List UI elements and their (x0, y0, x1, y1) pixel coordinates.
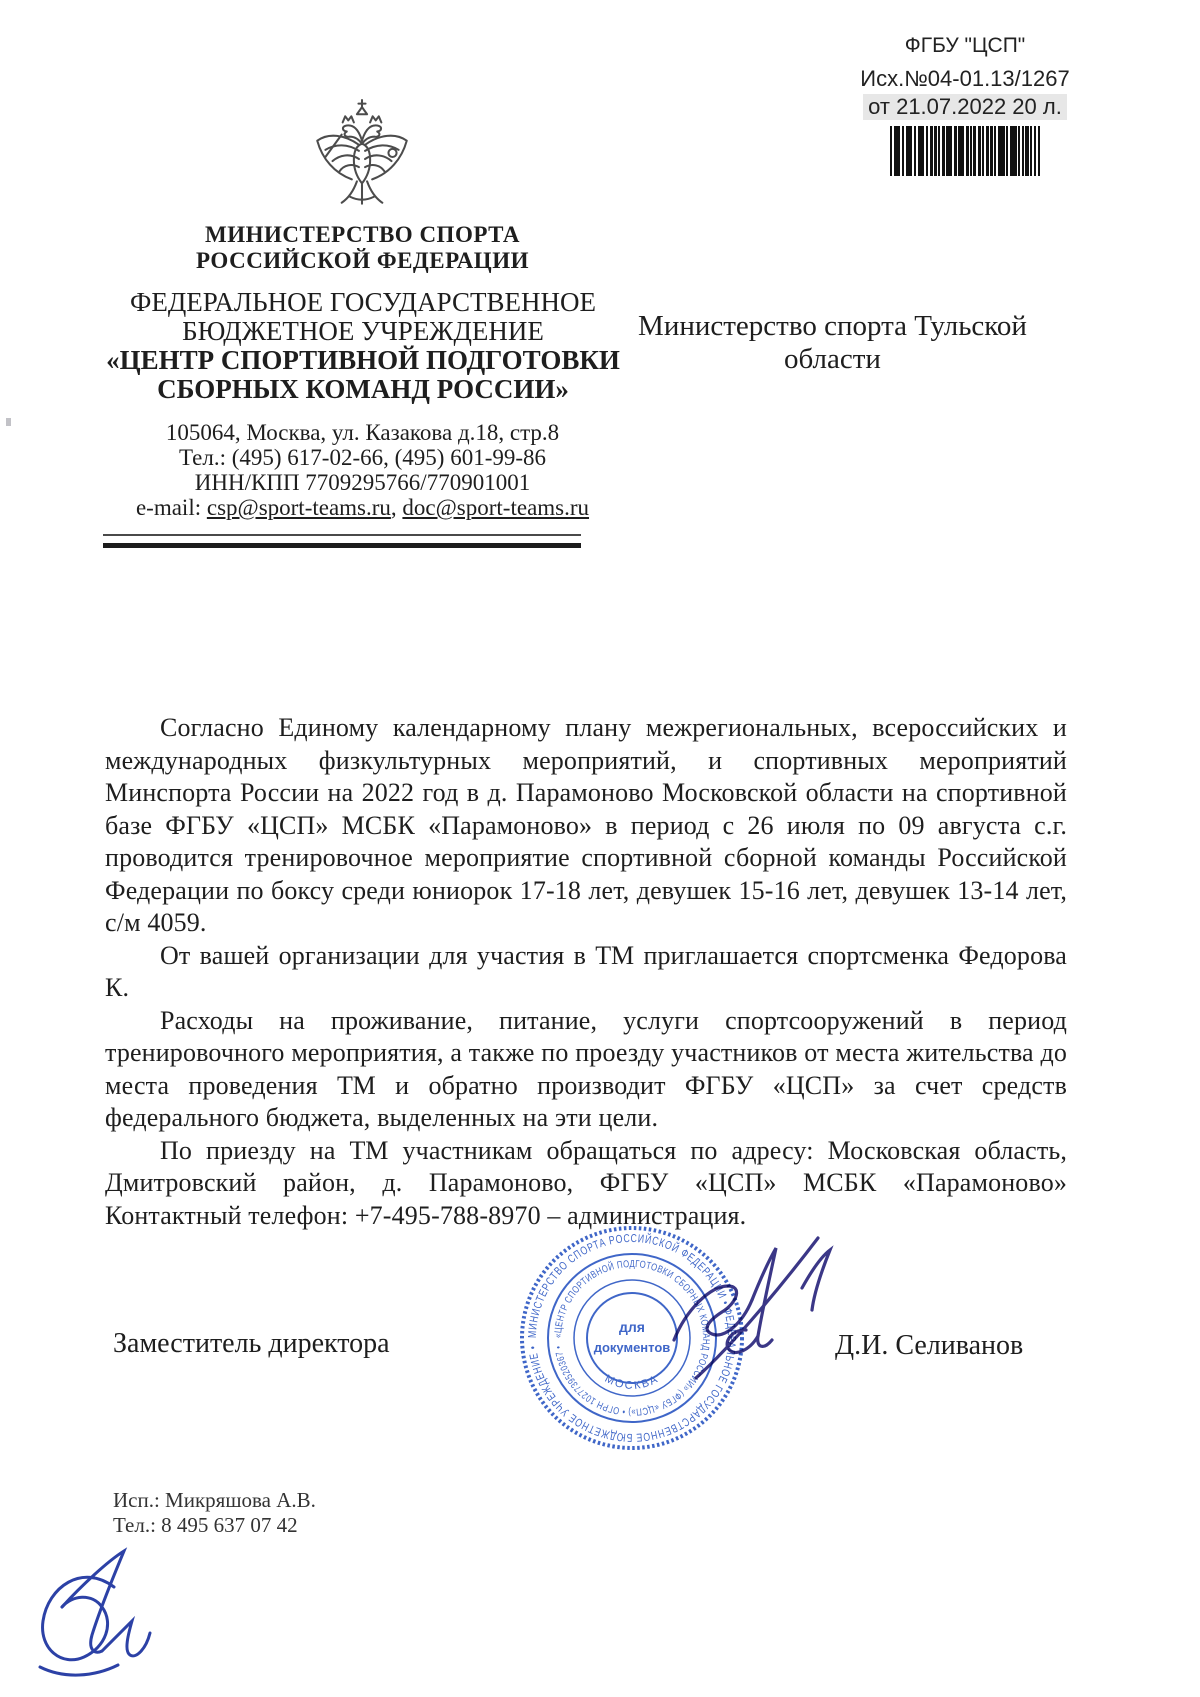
email-separator: , (390, 495, 403, 520)
svg-text:МОСКВА (603, 1373, 661, 1392)
stamp-outer-ring-text: МИНИСТЕРСТВО СПОРТА РОССИЙСКОЙ ФЕДЕРАЦИИ • ФЕДЕРАЛЬНОЕ ГОСУДАРСТВЕННОЕ БЮДЖЕТНОЕ УЧРЕЖДЕНИЕ • (526, 1232, 738, 1444)
barcode (890, 126, 1040, 176)
org-line4: СБОРНЫХ КОМАНД РОССИИ» (157, 374, 569, 404)
paragraph-2: От вашей организации для участия в ТМ приглашается спортсменка Федорова К. (105, 940, 1067, 1002)
executor-name: Исп.: Микряшова А.В. (113, 1488, 316, 1512)
org-line1: ФЕДЕРАЛЬНОЕ ГОСУДАРСТВЕННОЕ (130, 287, 596, 317)
phone-line: Тел.: (495) 617-02-66, (495) 601-99-86 (178, 445, 547, 470)
org-line2: БЮДЖЕТНОЕ УЧРЕЖДЕНИЕ (182, 316, 544, 346)
paragraph-4: По приезду на ТМ участникам обращаться по адресу: Московская область, Дмитровский район, д. Парамоново, ФГБУ «ЦСП» МСБК «Парамоново» Контактный телефон: +7-495-788-8970 – администрация. (105, 1135, 1067, 1230)
coat-of-arms-icon (310, 98, 414, 218)
email-line (100, 495, 625, 520)
ministry-line1: МИНИСТЕРСТВО СПОРТА (205, 222, 520, 247)
stamp-city-text: МОСКВА (602, 1372, 662, 1393)
email-primary: csp@sport-teams.ru (206, 495, 391, 520)
paragraph-1: Согласно Единому календарному плану межрегиональных, всероссийских и международных физкультурных мероприятий, и спортивных мероприятий Минспорта России на 2022 год в д. Парамоново Московской области на спортивной базе ФГБУ «ЦСП» МСБК «Парамоново» в период с 26 июля по 09 августа с.г. проводится тренировочное мероприятие спортивной сборной команды Российской Федерации по боксу среди юниорок 17-18 лет, девушек 15-16 лет, девушек 13-14 лет, с/м 4059. (105, 713, 1067, 937)
signer-position: Заместитель директора (113, 1328, 390, 1359)
scan-artifact-speck (6, 418, 11, 426)
org-line3: «ЦЕНТР СПОРТИВНОЙ ПОДГОТОВКИ (106, 345, 620, 375)
stamp-middle-ring-text: «ЦЕНТР СПОРТИВНОЙ ПОДГОТОВКИ СБОРНЫХ КОМАНД РОССИИ» (ФГБУ «ЦСП») • ОГРН 1027739520367 • (552, 1258, 712, 1418)
registration-org-name: ФГБУ "ЦСП" (904, 34, 1026, 57)
contact-block (100, 420, 625, 520)
signer-name: Д.И. Селиванов (835, 1330, 1024, 1361)
executor-block (113, 1488, 316, 1538)
stamp-center-line1: для (619, 1319, 645, 1335)
addressee: Министерство спорта Тульской области (638, 310, 1027, 375)
stamp-center-line2: документов (593, 1340, 671, 1355)
letter-body (105, 712, 1067, 1232)
email-secondary: doc@sport-teams.ru (402, 495, 590, 520)
registration-outgoing-number: Исх.№04-01.13/1267 (860, 66, 1070, 91)
executor-phone: Тел.: 8 495 637 07 42 (113, 1513, 298, 1537)
handwritten-signature (662, 1228, 852, 1398)
email-label: e-mail: (135, 495, 207, 520)
postal-address: 105064, Москва, ул. Казакова д.18, стр.8 (165, 420, 560, 445)
organization-name (88, 288, 638, 404)
letterhead-divider (103, 534, 581, 548)
bottom-handwritten-signature (22, 1545, 212, 1690)
ministry-line2: РОССИЙСКОЙ ФЕДЕРАЦИИ (196, 248, 529, 273)
inn-kpp-line: ИНН/КПП 7709295766/770901001 (194, 470, 531, 495)
ministry-name (100, 222, 625, 274)
registration-date: от 21.07.2022 20 л. (863, 94, 1067, 120)
paragraph-3: Расходы на проживание, питание, услуги спортсооружений в период тренировочного мероприятия, а также по проезду участников от места жительства до места проведения ТМ и обратно производит ФГБУ «ЦСП» за счет средств федерального бюджета, выделенных на эти цели. (105, 1005, 1067, 1132)
registration-block (800, 34, 1130, 176)
